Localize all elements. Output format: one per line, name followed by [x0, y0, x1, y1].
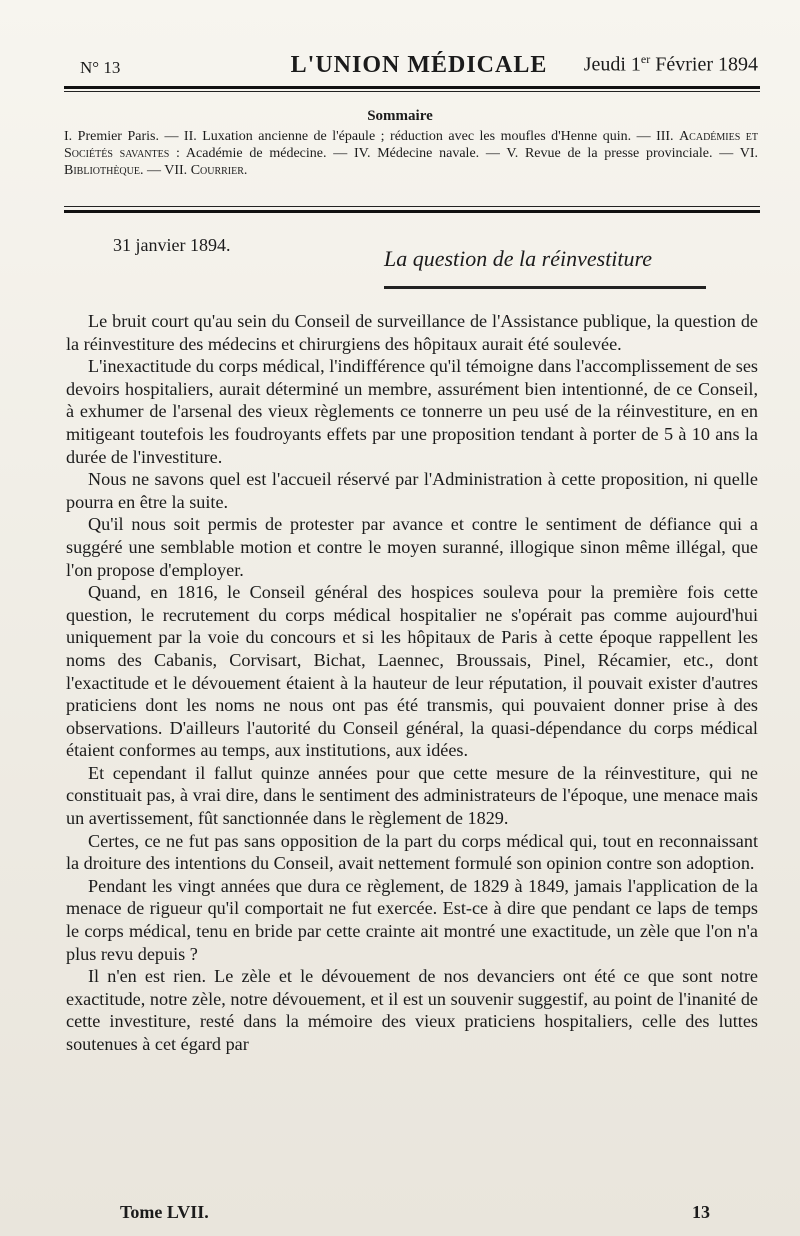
sommaire-contents: [64, 128, 758, 179]
volume-label: Tome LVII.: [120, 1202, 209, 1222]
sommaire-heading: Sommaire: [367, 108, 433, 124]
sommaire-rule-thick: [64, 210, 760, 213]
article-paragraph: Qu'il nous soit permis de protester par avance et contre le sentiment de défiance qui a suggéré une semblable motion et contre le moyen suranné, illogique sinon même illégal, que l'on propose d'employer.: [66, 514, 758, 580]
article-paragraph: Le bruit court qu'au sein du Conseil de surveillance de l'Assistance publique, la question de la réinvestiture des médecins et chirurgiens des hôpitaux aurait été soulevée.: [66, 311, 758, 354]
article-title: La question de la réinvestiture: [384, 246, 653, 271]
page-footer: [120, 1202, 710, 1223]
sommaire-part: .: [243, 163, 248, 178]
sommaire-part: . — VII.: [140, 163, 191, 178]
date-prefix: Jeudi 1: [583, 53, 641, 76]
sommaire-part: Académies et Sociétés savantes: [64, 129, 758, 161]
sommaire-part: I. Premier Paris. — II. Luxation ancienne de l'épaule ; réduction avec les moufles d'Henne quin. — III.: [64, 129, 680, 144]
date-superscript: er: [640, 52, 651, 66]
issue-date: [584, 52, 758, 77]
sommaire-part: Courrier: [190, 163, 244, 178]
title-underline: [384, 286, 706, 289]
article-dateline: 31 janvier 1894.: [113, 235, 231, 255]
header-rule-thin: [64, 91, 760, 92]
sommaire-part: : Académie de médecine. — IV. Médecine navale. — V. Revue de la presse provinciale. — VI.: [169, 146, 758, 161]
header-rule: [64, 86, 760, 89]
article-paragraph: Il n'en est rien. Le zèle et le dévouement de nos devanciers ont été ce que sont notre exactitude, notre zèle, notre dévouement, et il est un souvenir suggestif, au point de l'inanité de cette investiture, resté dans la mémoire des vieux praticiens hospitaliers, celle des luttes soutenues à cet égard par: [66, 966, 758, 1054]
sommaire-rule: [64, 206, 760, 207]
sommaire-part: Bibliothèque: [64, 163, 140, 178]
date-suffix: Février 1894: [650, 53, 758, 76]
article-paragraph: Quand, en 1816, le Conseil général des hospices souleva pour la première fois cette question, le recrutement du corps médical hospitalier ne s'opérait pas comme aujourd'hui uniquement par la voie du concours et si les hôpitaux de Paris à cette époque rappellent les noms des Cabanis, Corvisart, Bichat, Laennec, Broussais, Pinel, Récamier, etc., dont l'exactitude et le dévouement étaient à la hauteur de leur réputation, il pouvait exister d'autres praticiens dont les noms ne nous ont pas été transmis, qui pouvaient donner prise à des observations. D'ailleurs l'autorité du Conseil général, la quasi-dépendance du corps médical étaient conformes au temps, aux institutions, aux idées.: [66, 582, 758, 761]
journal-title: L'UNION MÉDICALE: [290, 52, 548, 78]
page-number: 13: [692, 1202, 710, 1222]
article-paragraph: Certes, ce ne fut pas sans opposition de la part du corps médical qui, tout en reconnaissant la droiture des intentions du Conseil, avait nettement formulé son opinion contre son adoption.: [66, 830, 758, 874]
article-paragraph: L'inexactitude du corps médical, l'indifférence qu'il témoigne dans l'accomplissement de ses devoirs hospitaliers, aurait déterminé un membre, assurément bien intentionné, de ce Conseil, à exhumer de l'arsenal des vieux règlements ce tonnerre un peu usé de la réinvestiture, en en mitigeant toutefois les foudroyants effets par une proposition tendant à porter de 5 à 10 ans la durée de l'investiture.: [66, 356, 758, 467]
masthead: [80, 48, 758, 82]
article-paragraph: Nous ne savons quel est l'accueil réservé par l'Administration à cette proposition, ni quelle pourra en être la suite.: [66, 469, 758, 512]
article-body: [66, 310, 758, 1056]
issue-number: N° 13: [80, 58, 121, 77]
article-paragraph: Pendant les vingt années que dura ce règlement, de 1829 à 1849, jamais l'application de la menace de rigueur qu'il comportait ne fut exercée. Est-ce à dire que pendant ce laps de temps le corps médical, tenu en bride par cette crainte ait montré une exactitude, un zèle que l'on n'a plus revu depuis ?: [66, 875, 758, 964]
article-paragraph: Et cependant il fallut quinze années pour que cette mesure de la réinvestiture, qui ne constituait pas, à vrai dire, dans le sentiment des administrateurs de l'époque, une menace mais un avertissement, fût sanctionnée dans le règlement de 1829.: [66, 762, 758, 829]
